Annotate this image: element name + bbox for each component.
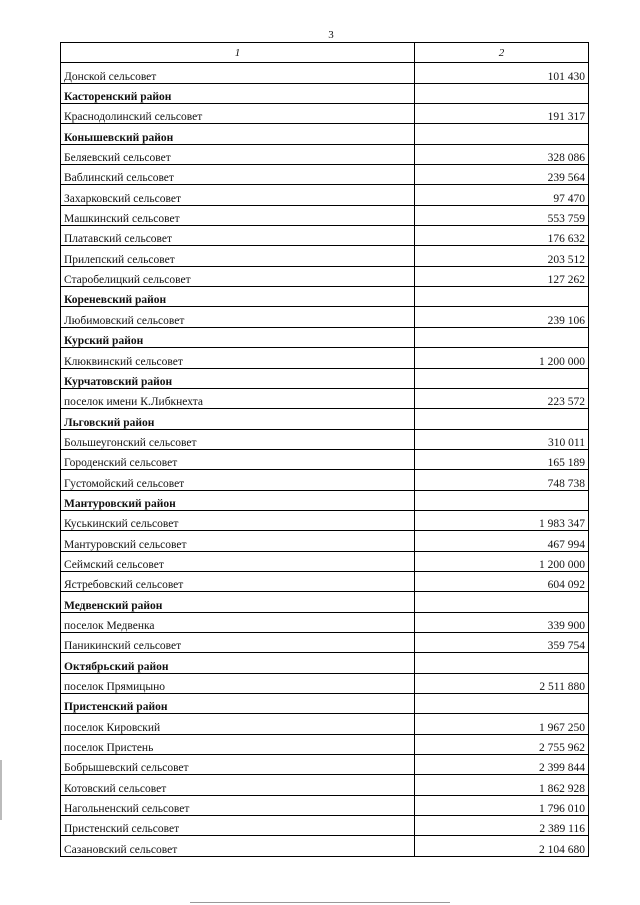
table-row — [61, 144, 589, 164]
settlement-name: Котовский сельсовет — [61, 775, 415, 795]
district-name: Курчатовский район — [61, 368, 415, 388]
settlement-name: Машкинский сельсовет — [61, 205, 415, 225]
amount-value: 239 564 — [415, 165, 589, 185]
amount-value: 310 011 — [415, 429, 589, 449]
district-name: Курский район — [61, 327, 415, 347]
amount-value — [415, 653, 589, 673]
table-row — [61, 348, 589, 368]
amount-value: 2 755 962 — [415, 734, 589, 754]
amount-value: 191 317 — [415, 104, 589, 124]
district-name: Пристенский район — [61, 694, 415, 714]
district-name: Кореневский район — [61, 287, 415, 307]
amount-value: 2 389 116 — [415, 816, 589, 836]
table-row — [61, 246, 589, 266]
district-name: Конышевский район — [61, 124, 415, 144]
amount-value: 1 200 000 — [415, 348, 589, 368]
table-row — [61, 714, 589, 734]
settlement-name: Клюквинский сельсовет — [61, 348, 415, 368]
table-row — [61, 226, 589, 246]
settlement-name: Беляевский сельсовет — [61, 144, 415, 164]
column-header-2: 2 — [415, 43, 589, 63]
amount-value — [415, 368, 589, 388]
table-row — [61, 571, 589, 591]
allocation-table — [60, 42, 589, 857]
amount-value: 748 738 — [415, 470, 589, 490]
amount-value: 604 092 — [415, 571, 589, 591]
table-row — [61, 510, 589, 530]
amount-value: 223 572 — [415, 388, 589, 408]
table-row — [61, 185, 589, 205]
table-row — [61, 429, 589, 449]
amount-value: 359 754 — [415, 632, 589, 652]
district-header-row — [61, 83, 589, 103]
table-row — [61, 63, 589, 83]
settlement-name: Нагольненский сельсовет — [61, 795, 415, 815]
amount-value: 165 189 — [415, 449, 589, 469]
settlement-name: Краснодолинский сельсовет — [61, 104, 415, 124]
table-row — [61, 165, 589, 185]
table-header-row — [61, 43, 589, 63]
district-header-row — [61, 368, 589, 388]
settlement-name: Мантуровский сельсовет — [61, 531, 415, 551]
amount-value: 101 430 — [415, 63, 589, 83]
district-name: Мантуровский район — [61, 490, 415, 510]
table-row — [61, 836, 589, 856]
amount-value: 467 994 — [415, 531, 589, 551]
district-header-row — [61, 490, 589, 510]
district-header-row — [61, 653, 589, 673]
column-header-1: 1 — [61, 43, 415, 63]
amount-value: 203 512 — [415, 246, 589, 266]
amount-value: 553 759 — [415, 205, 589, 225]
amount-value: 239 106 — [415, 307, 589, 327]
amount-value: 2 399 844 — [415, 755, 589, 775]
table-row — [61, 266, 589, 286]
amount-value: 339 900 — [415, 612, 589, 632]
table-row — [61, 816, 589, 836]
table-row — [61, 734, 589, 754]
amount-value — [415, 287, 589, 307]
settlement-name: Донской сельсовет — [61, 63, 415, 83]
amount-value: 1 967 250 — [415, 714, 589, 734]
settlement-name: поселок Медвенка — [61, 612, 415, 632]
amount-value — [415, 592, 589, 612]
amount-value — [415, 83, 589, 103]
amount-value — [415, 409, 589, 429]
district-header-row — [61, 592, 589, 612]
amount-value: 127 262 — [415, 266, 589, 286]
settlement-name: Захарковский сельсовет — [61, 185, 415, 205]
table-row — [61, 531, 589, 551]
table-row — [61, 755, 589, 775]
settlement-name: поселок имени К.Либкнехта — [61, 388, 415, 408]
settlement-name: Городенский сельсовет — [61, 449, 415, 469]
table-row — [61, 612, 589, 632]
table-row — [61, 104, 589, 124]
settlement-name: Старобелицкий сельсовет — [61, 266, 415, 286]
scan-footer-dash — [190, 902, 450, 903]
district-header-row — [61, 287, 589, 307]
settlement-name: Куськинский сельсовет — [61, 510, 415, 530]
table-row — [61, 205, 589, 225]
amount-value: 1 200 000 — [415, 551, 589, 571]
table-row — [61, 388, 589, 408]
amount-value: 328 086 — [415, 144, 589, 164]
settlement-name: Сеймский сельсовет — [61, 551, 415, 571]
district-header-row — [61, 694, 589, 714]
table-row — [61, 795, 589, 815]
table-row — [61, 632, 589, 652]
amount-value — [415, 124, 589, 144]
settlement-name: Паникинский сельсовет — [61, 632, 415, 652]
district-name: Касторенский район — [61, 83, 415, 103]
amount-value: 1 983 347 — [415, 510, 589, 530]
page-number: 3 — [328, 29, 334, 41]
settlement-name: Большеугонский сельсовет — [61, 429, 415, 449]
scan-edge-mark — [0, 760, 2, 820]
settlement-name: Любимовский сельсовет — [61, 307, 415, 327]
district-name: Льговский район — [61, 409, 415, 429]
settlement-name: Ястребовский сельсовет — [61, 571, 415, 591]
settlement-name: Бобрышевский сельсовет — [61, 755, 415, 775]
district-name: Октябрьский район — [61, 653, 415, 673]
settlement-name: поселок Кировский — [61, 714, 415, 734]
settlement-name: поселок Пристень — [61, 734, 415, 754]
settlement-name: поселок Прямицыно — [61, 673, 415, 693]
amount-value: 1 796 010 — [415, 795, 589, 815]
table-row — [61, 307, 589, 327]
settlement-name: Платавский сельсовет — [61, 226, 415, 246]
table-row — [61, 551, 589, 571]
amount-value: 97 470 — [415, 185, 589, 205]
amount-value — [415, 327, 589, 347]
settlement-name: Сазановский сельсовет — [61, 836, 415, 856]
amount-value: 1 862 928 — [415, 775, 589, 795]
table-row — [61, 449, 589, 469]
settlement-name: Густомойский сельсовет — [61, 470, 415, 490]
table-row — [61, 673, 589, 693]
settlement-name: Прилепский сельсовет — [61, 246, 415, 266]
amount-value — [415, 490, 589, 510]
district-header-row — [61, 327, 589, 347]
settlement-name: Пристенский сельсовет — [61, 816, 415, 836]
district-name: Медвенский район — [61, 592, 415, 612]
district-header-row — [61, 409, 589, 429]
amount-value: 2 104 680 — [415, 836, 589, 856]
district-header-row — [61, 124, 589, 144]
table-row — [61, 470, 589, 490]
settlement-name: Ваблинский сельсовет — [61, 165, 415, 185]
amount-value: 176 632 — [415, 226, 589, 246]
amount-value — [415, 694, 589, 714]
table-row — [61, 775, 589, 795]
amount-value: 2 511 880 — [415, 673, 589, 693]
